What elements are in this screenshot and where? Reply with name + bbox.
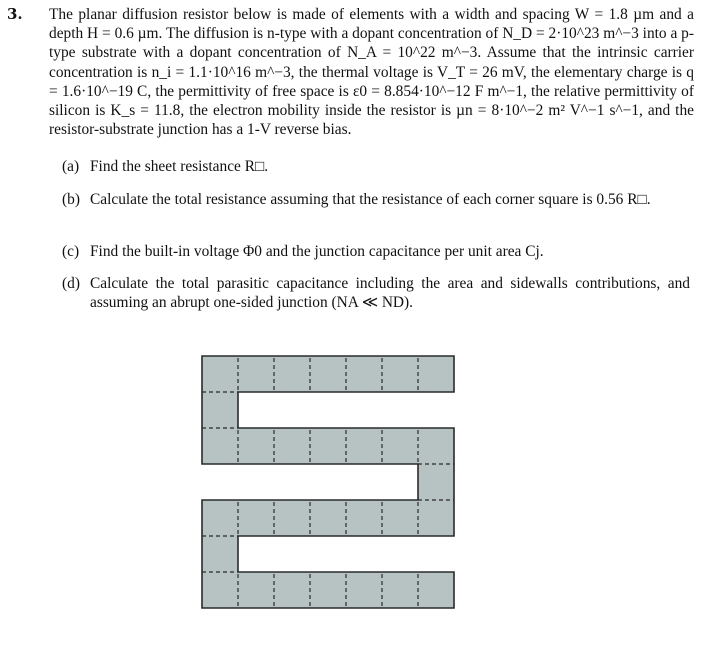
statement-line-3: m^−3 into a p-type substrate with a dopant concentration of N_A = 10^22 m^−3. Assume that xyxy=(49,25,694,62)
question-c-text: Find the built-in voltage Φ0 and the junction capacitance per unit area Cj. xyxy=(90,243,544,260)
resistor-bar-2 xyxy=(202,428,454,464)
corner-square-right xyxy=(418,464,454,500)
statement-line-2: and a depth H = 0.6 µm. The diffusion is n-type with a dopant concentration of N_D = 2·10^23 xyxy=(49,6,694,43)
resistor-bar-1 xyxy=(202,356,454,392)
corner-square-left-1 xyxy=(202,392,238,428)
question-d-text: Calculate the total parasitic capacitance including the area and sidewalls contributions, and assuming an abrupt one-sided junction (NA ≪ ND). xyxy=(90,275,690,312)
question-a-text: Find the sheet resistance R□. xyxy=(90,158,269,175)
question-a-label: (a) xyxy=(62,158,80,175)
statement-line-4: the intrinsic carrier concentration is n_i = 1.1·10^16 m^−3, the thermal voltage is V_T = 26 mV, xyxy=(49,44,695,81)
statement-line-6: F m^−1, the relative permittivity of silicon is K_s = 11.8, the electron mobility inside the resistor xyxy=(49,82,694,120)
resistor-outline xyxy=(202,356,454,608)
statement-line-7: is µn = 8·10^−2 m² V^−1 s^−1, and the resistor-substrate junction has a 1-V reverse bias. xyxy=(49,102,694,139)
statement-line-5: the elementary charge is q = 1.6·10^−19 C, the permittivity of free space is ε0 = 8.854·10^−12 xyxy=(49,63,695,100)
resistor-bar-3 xyxy=(202,500,454,536)
statement-line-1: The planar diffusion resistor below is made of elements with a width and spacing W = 1.8 µm xyxy=(49,6,655,23)
corner-square-left-2 xyxy=(202,536,238,572)
resistor-bar-4 xyxy=(202,572,454,608)
question-b-text: Calculate the total resistance assuming that the resistance of each corner square is 0.56 R□. xyxy=(90,191,651,208)
question-c-label: (c) xyxy=(62,243,80,260)
question-d-label: (d) xyxy=(62,275,80,292)
problem-number: 3. xyxy=(7,5,23,23)
question-b-label: (b) xyxy=(62,191,80,208)
